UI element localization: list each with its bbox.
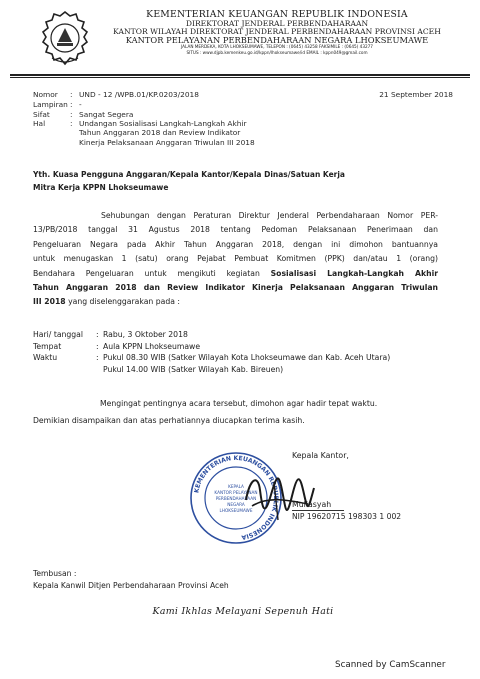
letterhead-rule-thin — [10, 77, 470, 78]
letterhead — [108, 10, 446, 55]
copy-section — [33, 568, 229, 591]
body-line — [33, 295, 438, 309]
body-line — [33, 267, 438, 281]
copy-recipient: Kepala Kanwil Ditjen Perbendaharaan Provinsi Aceh — [33, 580, 229, 590]
schedule-date-value: Rabu, 3 Oktober 2018 — [103, 330, 188, 339]
hal-label: Hal — [33, 119, 46, 128]
schedule-colon: : — [96, 353, 99, 362]
event-title: III 2018 — [33, 297, 66, 307]
lampiran-colon: : — [70, 100, 73, 109]
schedule-colon: : — [96, 341, 99, 351]
scanner-watermark: Scanned by CamScanner — [335, 660, 446, 670]
lampiran-label: Lampiran — [33, 100, 68, 109]
schedule-time-value: Pukul 08.30 WIB (Satker Wilayah Kota Lhokseumawe dan Kab. Aceh Utara) — [103, 353, 391, 362]
schedule-place-value: Aula KPPN Lhokseumawe — [103, 341, 201, 351]
nomor-colon: : — [70, 90, 73, 99]
signatory-name: Muliasyah — [292, 500, 332, 509]
event-title: Tahun Anggaran 2018 dan Review Indikator Kinerja Pelaksanaan Anggaran Triwulan — [33, 283, 438, 293]
body-line: Pengeluaran Negara pada Akhir Tahun Anggaran 2018, dengan ini dimohon bantuannya — [33, 239, 438, 249]
event-schedule — [33, 329, 453, 373]
stamp-center-line: NEGARA — [227, 502, 245, 507]
body-line: Sehubungan dengan Peraturan Direktur Jenderal Perbendaharaan Nomor PER- — [101, 211, 438, 220]
signature-title: Kepala Kantor, — [292, 451, 349, 460]
body-line: 13/PB/2018 tanggal 31 Agustus 2018 tentang Pedoman Pelaksanaan Penerimaan dan — [33, 225, 438, 235]
letterhead-directorate: DIREKTORAT JENDERAL PERBENDAHARAAN — [185, 18, 369, 28]
letterhead-site: SITUS : www.djpb.kemenkeu.go.id/kppn/lhokseumawe/id EMAIL : kppn049@gmail.com — [186, 49, 368, 55]
sifat-value: Sangat Segera — [79, 110, 134, 119]
schedule-place-label: Tempat — [33, 341, 62, 351]
lampiran-value: - — [79, 100, 82, 109]
addressee-line: Yth. Kuasa Pengguna Anggaran/Kepala Kantor/Kepala Dinas/Satuan Kerja — [33, 170, 345, 179]
event-title: Sosialisasi Langkah-Langkah Akhir — [270, 268, 438, 278]
letterhead-regional-office: KANTOR WILAYAH DIREKTORAT JENDERAL PERBENDAHARAAN PROVINSI ACEH — [113, 26, 441, 36]
hal-line: Kinerja Pelaksanaan Anggaran Triwulan III 2018 — [79, 137, 255, 147]
addressee — [33, 168, 345, 194]
body-text: Bendahara Pengeluaran untuk mengikuti kegiatan — [33, 268, 271, 278]
schedule-time-value: Pukul 14.00 WIB (Satker Wilayah Kab. Bireuen) — [103, 364, 284, 374]
body-text: yang diselenggarakan pada : — [65, 297, 180, 307]
hal-line: Tahun Anggaran 2018 dan Review Indikator — [79, 128, 241, 138]
letterhead-address: JALAN MERDEKA, KOTA LHOKSEUMAWE, TELEPON : (0645) 43258 FAKSIMILE : (0645) 43277 — [181, 44, 373, 50]
letter-meta — [33, 90, 453, 150]
motto: Kami Ikhlas Melayani Sepenuh Hati — [152, 606, 334, 617]
stamp-center-line: PERBENDAHARAAN — [215, 496, 257, 501]
schedule-time-label: Waktu — [33, 353, 58, 362]
hal-value — [79, 119, 255, 147]
letterhead-office: KANTOR PELAYANAN PERBENDAHARAAN NEGARA LHOKSEUMAWE — [125, 34, 429, 45]
closing-paragraph: Demikian disampaikan dan atas perhatiannya diucapkan terima kasih. — [33, 416, 305, 425]
hal-colon: : — [70, 119, 73, 128]
letterhead-rule-thick — [10, 74, 470, 76]
stamp-center-line: LHOKSEUMAWE — [219, 508, 253, 513]
copy-label: Tembusan : — [33, 569, 77, 578]
signature-underline — [292, 510, 344, 511]
nomor-label: Nomor — [33, 90, 58, 99]
letterhead-ministry: KEMENTERIAN KEUANGAN REPUBLIK INDONESIA — [146, 9, 408, 20]
stamp-center-line: KEPALA — [228, 484, 244, 489]
sifat-label: Sifat — [33, 110, 50, 119]
closing-paragraph: Mengingat pentingnya acara tersebut, dimohon agar hadir tepat waktu. — [100, 399, 378, 408]
body-paragraph — [33, 209, 438, 310]
ministry-logo-icon — [34, 8, 96, 70]
stamp-center-line: KANTOR PELAYANAN — [214, 490, 258, 495]
sifat-colon: : — [70, 110, 73, 119]
stamp-ring-text: KEMENTERIAN KEUANGAN REPUBLIK INDONESIA — [193, 454, 280, 541]
schedule-date-label: Hari/ tanggal — [33, 330, 84, 339]
body-line: untuk menugaskan 1 (satu) orang Pejabat Pembuat Komitmen (PPK) dan/atau 1 (orang) — [33, 254, 438, 264]
letter-date: 21 September 2018 — [379, 90, 453, 99]
hal-line: Undangan Sosialisasi Langkah-Langkah Akhir — [79, 119, 247, 128]
signatory-nip: NIP 19620715 198303 1 002 — [292, 512, 402, 521]
addressee-line: Mitra Kerja KPPN Lhokseumawe — [33, 183, 169, 192]
schedule-colon: : — [96, 330, 99, 339]
nomor-value: UND - 12 /WPB.01/KP.0203/2018 — [79, 90, 199, 99]
